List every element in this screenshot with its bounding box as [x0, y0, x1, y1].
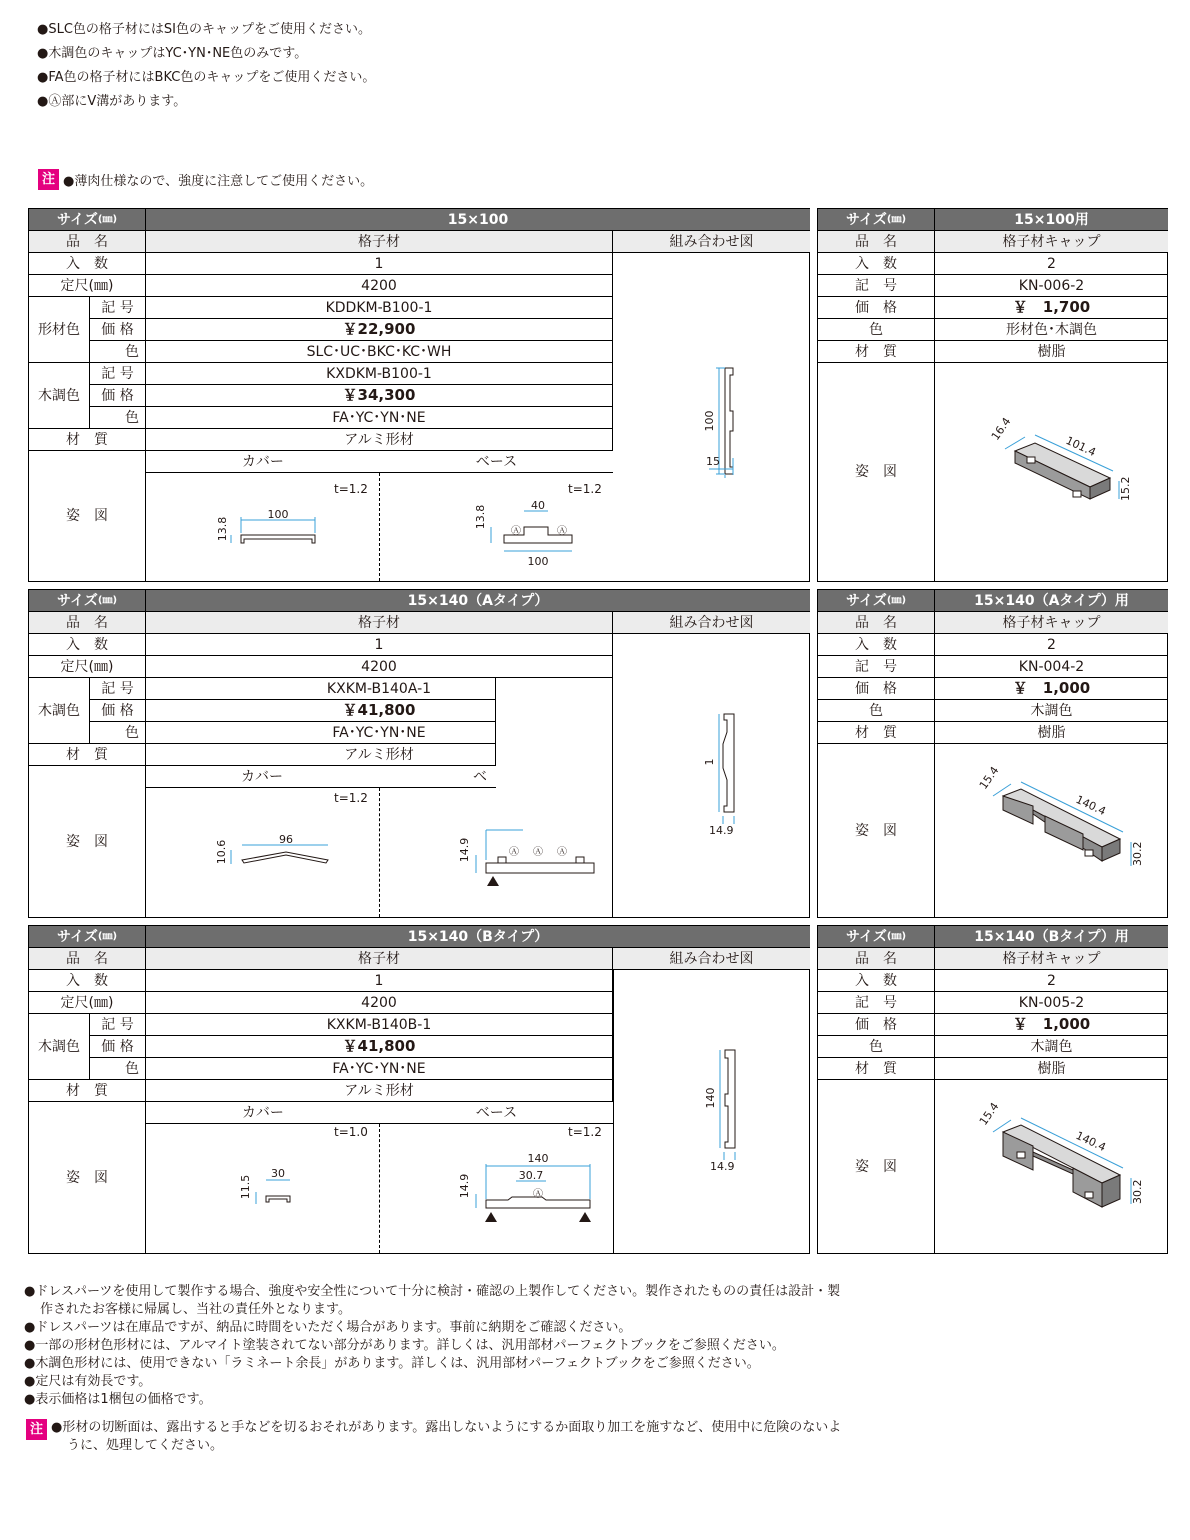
code-label: 記 号	[818, 992, 935, 1014]
price-label: 価 格	[90, 319, 146, 341]
product-name: 格子材キャップ	[935, 948, 1168, 970]
base-height: 14.9	[458, 837, 471, 863]
group-label: 木調色	[29, 678, 90, 744]
v-groove-mark: Ⓐ	[511, 526, 521, 537]
code-label: 記 号	[90, 297, 146, 319]
code-label: 記 号	[90, 678, 146, 700]
material-label: 材 質	[818, 722, 935, 744]
base-inner-width: 30.7	[518, 1169, 544, 1182]
color-value: FA･YC･YN･NE	[146, 407, 613, 429]
code-label: 記 号	[90, 363, 146, 385]
cover-label: カバー	[241, 453, 284, 470]
cap-dim-depth: 16.4	[988, 415, 1014, 443]
note-line: ●表示価格は1梱包の価格です。	[24, 1392, 212, 1407]
note-line: ●Ⓐ部にV溝があります。	[37, 94, 187, 109]
note-line: ●一部の形材色形材には、アルマイト塗装されてない部分があります。詳しくは、汎用部材パーフェクトブックをご参照ください。	[24, 1338, 785, 1353]
size-value: 15×140（Bタイプ）用	[935, 926, 1168, 948]
note-line: ●定尺は有効長です。	[24, 1374, 152, 1389]
price-label: 価 格	[90, 385, 146, 407]
v-groove-mark: Ⓐ	[557, 526, 567, 537]
table-15x140b	[28, 925, 810, 1254]
v-groove-mark: Ⓐ	[557, 847, 567, 858]
v-groove-mark: Ⓐ	[533, 1189, 543, 1200]
cover-height: 10.6	[215, 839, 228, 865]
qty-label: 入 数	[29, 970, 146, 992]
note-line: ●SLC色の格子材にはSI色のキャップをご使用ください。	[37, 22, 372, 37]
cover-height: 11.5	[239, 1174, 252, 1200]
note-line: ●木調色のキャップはYC･YN･NE色のみです。	[37, 46, 308, 61]
figure-label: 姿 図	[29, 766, 146, 917]
combo-width: 14.9	[710, 1160, 735, 1173]
color-value: FA･YC･YN･NE	[146, 1058, 613, 1080]
hinmei-label: 品 名	[29, 231, 146, 253]
material-value: アルミ形材	[146, 429, 613, 451]
code-value: KXKM-B140A-1	[146, 678, 496, 700]
length-value: 4200	[146, 656, 613, 678]
caution-badge: 注	[38, 169, 59, 190]
base-thickness: t=1.2	[568, 482, 602, 496]
price-value: ￥22,900	[146, 319, 613, 341]
figure-label: 姿 図	[818, 744, 935, 917]
material-value: アルミ形材	[146, 1080, 613, 1102]
qty-value: 2	[935, 634, 1168, 656]
cover-width: 100	[267, 508, 289, 521]
qty-value: 2	[935, 970, 1168, 992]
cover-thickness: t=1.0	[334, 1125, 368, 1139]
figure-label: 姿 図	[29, 451, 146, 581]
size-header: サイズ (㎜)	[818, 590, 935, 612]
length-label: 定尺 (㎜)	[29, 656, 146, 678]
product-name: 格子材	[146, 948, 613, 970]
cover-width: 30	[271, 1167, 285, 1180]
combination-figure	[613, 634, 810, 917]
color-label: 色	[90, 1058, 146, 1080]
combination-header: 組み合わせ図	[613, 948, 810, 970]
figure-label: 姿 図	[818, 1080, 935, 1253]
price-label: 価 格	[90, 700, 146, 722]
note-line: ●ドレスパーツは在庫品ですが、納品に時間をいただく場合があります。事前に納期をご確認ください。	[24, 1320, 632, 1335]
combo-width: 15	[706, 455, 720, 468]
color-label: 色	[90, 341, 146, 363]
section-drawings	[146, 1124, 613, 1253]
material-value: 樹脂	[935, 722, 1168, 744]
code-value: KN-006-2	[935, 275, 1168, 297]
combination-drawing	[614, 970, 810, 1253]
hinmei-label: 品 名	[29, 612, 146, 634]
cap-dim-height: 15.2	[1119, 476, 1132, 501]
figure-label: 姿 図	[29, 1102, 146, 1253]
hinmei-label: 品 名	[818, 948, 935, 970]
cap-dim-length: 101.4	[1063, 433, 1098, 460]
qty-value: 2	[935, 253, 1168, 275]
cover-thickness: t=1.2	[334, 791, 368, 805]
qty-value: 1	[146, 253, 613, 275]
cover-label: カバー	[241, 768, 283, 785]
color-value: FA･YC･YN･NE	[146, 722, 496, 744]
price-value: ￥ 1,700	[935, 297, 1168, 319]
material-value: 樹脂	[935, 1058, 1168, 1080]
note-line: ●ドレスパーツを使用して製作する場合、強度や安全性について十分に検討・確認の上製作してください。製作されたものの責任は設計・製	[24, 1284, 841, 1299]
qty-label: 入 数	[29, 253, 146, 275]
size-header: サイズ (㎜)	[29, 209, 146, 231]
cover-width: 96	[279, 833, 293, 846]
combo-height: 140	[704, 1087, 717, 1109]
material-label: 材 質	[29, 1080, 146, 1102]
color-value: 木調色	[935, 700, 1168, 722]
size-value: 15×140（Aタイプ）用	[935, 590, 1168, 612]
length-label: 定尺 (㎜)	[29, 275, 146, 297]
base-label: ベース	[475, 1104, 518, 1121]
bottom-notes	[24, 1283, 840, 1409]
note-line: 作されたお客様に帰属し、当社の責任外となります。	[40, 1302, 351, 1317]
figure-subheader	[146, 1102, 613, 1124]
cap-isometric	[935, 1080, 1168, 1253]
cap-dim-depth: 15.4	[976, 1100, 1002, 1128]
cap-isometric	[935, 744, 1168, 917]
table-15x140a	[28, 589, 810, 918]
color-value: 形材色･木調色	[935, 319, 1168, 341]
cap-dim-height: 30.2	[1131, 1179, 1144, 1204]
product-name: 格子材	[146, 231, 613, 253]
cap-dim-length: 140.4	[1073, 792, 1108, 819]
note-line: ●FA色の格子材にはBKC色のキャップをご使用ください。	[37, 70, 376, 85]
color-label: 色	[818, 1036, 935, 1058]
price-value: ￥34,300	[146, 385, 613, 407]
price-value: ￥ 1,000	[935, 1014, 1168, 1036]
size-value: 15×140（Bタイプ）	[146, 926, 810, 948]
group-label: 形材色	[29, 297, 90, 363]
cap-dim-length: 140.4	[1073, 1128, 1108, 1155]
size-value: 15×140（Aタイプ）	[146, 590, 810, 612]
code-value: KN-004-2	[935, 656, 1168, 678]
size-header: サイズ (㎜)	[818, 209, 935, 231]
cap-15x100	[817, 208, 1168, 582]
caution-badge: 注	[26, 1419, 47, 1440]
cap-isometric	[935, 363, 1168, 581]
combo-height: 100	[703, 410, 716, 432]
combination-drawing	[613, 253, 810, 581]
qty-label: 入 数	[818, 970, 935, 992]
hinmei-label: 品 名	[818, 231, 935, 253]
figure-subheader	[146, 766, 496, 788]
length-value: 4200	[146, 275, 613, 297]
product-name: 格子材	[146, 612, 613, 634]
size-header: サイズ (㎜)	[818, 926, 935, 948]
code-value: KXKM-B140B-1	[146, 1014, 613, 1036]
color-label: 色	[90, 407, 146, 429]
size-header: サイズ (㎜)	[29, 926, 146, 948]
price-value: ￥41,800	[146, 1036, 613, 1058]
caution-top	[38, 169, 373, 190]
qty-label: 入 数	[29, 634, 146, 656]
color-label: 色	[818, 319, 935, 341]
combination-header: 組み合わせ図	[613, 612, 810, 634]
material-label: 材 質	[818, 341, 935, 363]
base-width: 140	[527, 1152, 549, 1165]
price-value: ￥41,800	[146, 700, 496, 722]
product-name: 格子材キャップ	[935, 231, 1168, 253]
material-label: 材 質	[29, 429, 146, 451]
combination-header: 組み合わせ図	[613, 231, 810, 253]
code-value: KXDKM-B100-1	[146, 363, 613, 385]
group-label: 木調色	[29, 1014, 90, 1080]
caution-text: ●形材の切断面は、露出すると手などを切るおそれがあります。露出しないようにするか面取り加工を施すなど、使用中に危険のないよ	[51, 1420, 842, 1435]
combination-figure	[613, 970, 810, 1253]
v-groove-mark: Ⓐ	[533, 847, 543, 858]
size-header: サイズ (㎜)	[29, 590, 146, 612]
cover-height: 13.8	[216, 516, 229, 542]
hinmei-label: 品 名	[818, 612, 935, 634]
base-height: 13.8	[474, 504, 487, 530]
v-groove-mark: Ⓐ	[509, 847, 519, 858]
base-height: 14.9	[458, 1173, 471, 1199]
section-drawings	[146, 473, 613, 581]
color-value: 木調色	[935, 1036, 1168, 1058]
figure-label: 姿 図	[818, 363, 935, 581]
cap-15x140a	[817, 589, 1168, 918]
qty-label: 入 数	[818, 634, 935, 656]
figure-subheader	[146, 451, 613, 473]
material-label: 材 質	[818, 1058, 935, 1080]
cap-dim-height: 30.2	[1131, 841, 1144, 866]
price-label: 価 格	[818, 678, 935, 700]
code-label: 記 号	[818, 656, 935, 678]
product-name: 格子材キャップ	[935, 612, 1168, 634]
table-15x100	[28, 208, 810, 582]
base-top-width: 40	[531, 499, 545, 512]
price-value: ￥ 1,000	[935, 678, 1168, 700]
code-value: KDDKM-B100-1	[146, 297, 613, 319]
code-label: 記 号	[818, 275, 935, 297]
material-value: アルミ形材	[146, 744, 496, 766]
material-value: 樹脂	[935, 341, 1168, 363]
material-label: 材 質	[29, 744, 146, 766]
caution-bottom	[26, 1419, 841, 1455]
top-notes	[37, 18, 375, 114]
qty-value: 1	[146, 970, 613, 992]
base-thickness: t=1.2	[568, 1125, 602, 1139]
caution-text: うに、処理してください。	[67, 1438, 224, 1453]
length-value: 4200	[146, 992, 613, 1014]
note-line: ●木調色形材には、使用できない「ラミネート余長」があります。詳しくは、汎用部材パーフェクトブックをご参照ください。	[24, 1356, 760, 1371]
hinmei-label: 品 名	[29, 948, 146, 970]
price-label: 価 格	[818, 1014, 935, 1036]
qty-value: 1	[146, 634, 613, 656]
group-label: 木調色	[29, 363, 90, 429]
combination-figure	[613, 253, 810, 581]
length-label: 定尺 (㎜)	[29, 992, 146, 1014]
color-label: 色	[818, 700, 935, 722]
size-value: 15×100用	[935, 209, 1168, 231]
combo-width: 14.9	[709, 824, 734, 837]
combination-drawing	[613, 634, 810, 917]
size-value: 15×100	[146, 209, 810, 231]
color-value: SLC･UC･BKC･KC･WH	[146, 341, 613, 363]
caution-text: ●薄肉仕様なので、強度に注意してご使用ください。	[63, 174, 374, 189]
color-label: 色	[90, 722, 146, 744]
qty-label: 入 数	[818, 253, 935, 275]
code-label: 記 号	[90, 1014, 146, 1036]
cap-15x140b	[817, 925, 1168, 1254]
price-label: 価 格	[818, 297, 935, 319]
cap-dim-depth: 15.4	[976, 764, 1002, 792]
combo-height: 1	[703, 758, 716, 766]
base-width: 100	[527, 555, 549, 568]
base-label: ベース	[475, 453, 518, 470]
cover-label: カバー	[241, 1104, 284, 1121]
cover-thickness: t=1.2	[334, 482, 368, 496]
code-value: KN-005-2	[935, 992, 1168, 1014]
base-label-partial: ベ	[473, 768, 487, 785]
price-label: 価 格	[90, 1036, 146, 1058]
